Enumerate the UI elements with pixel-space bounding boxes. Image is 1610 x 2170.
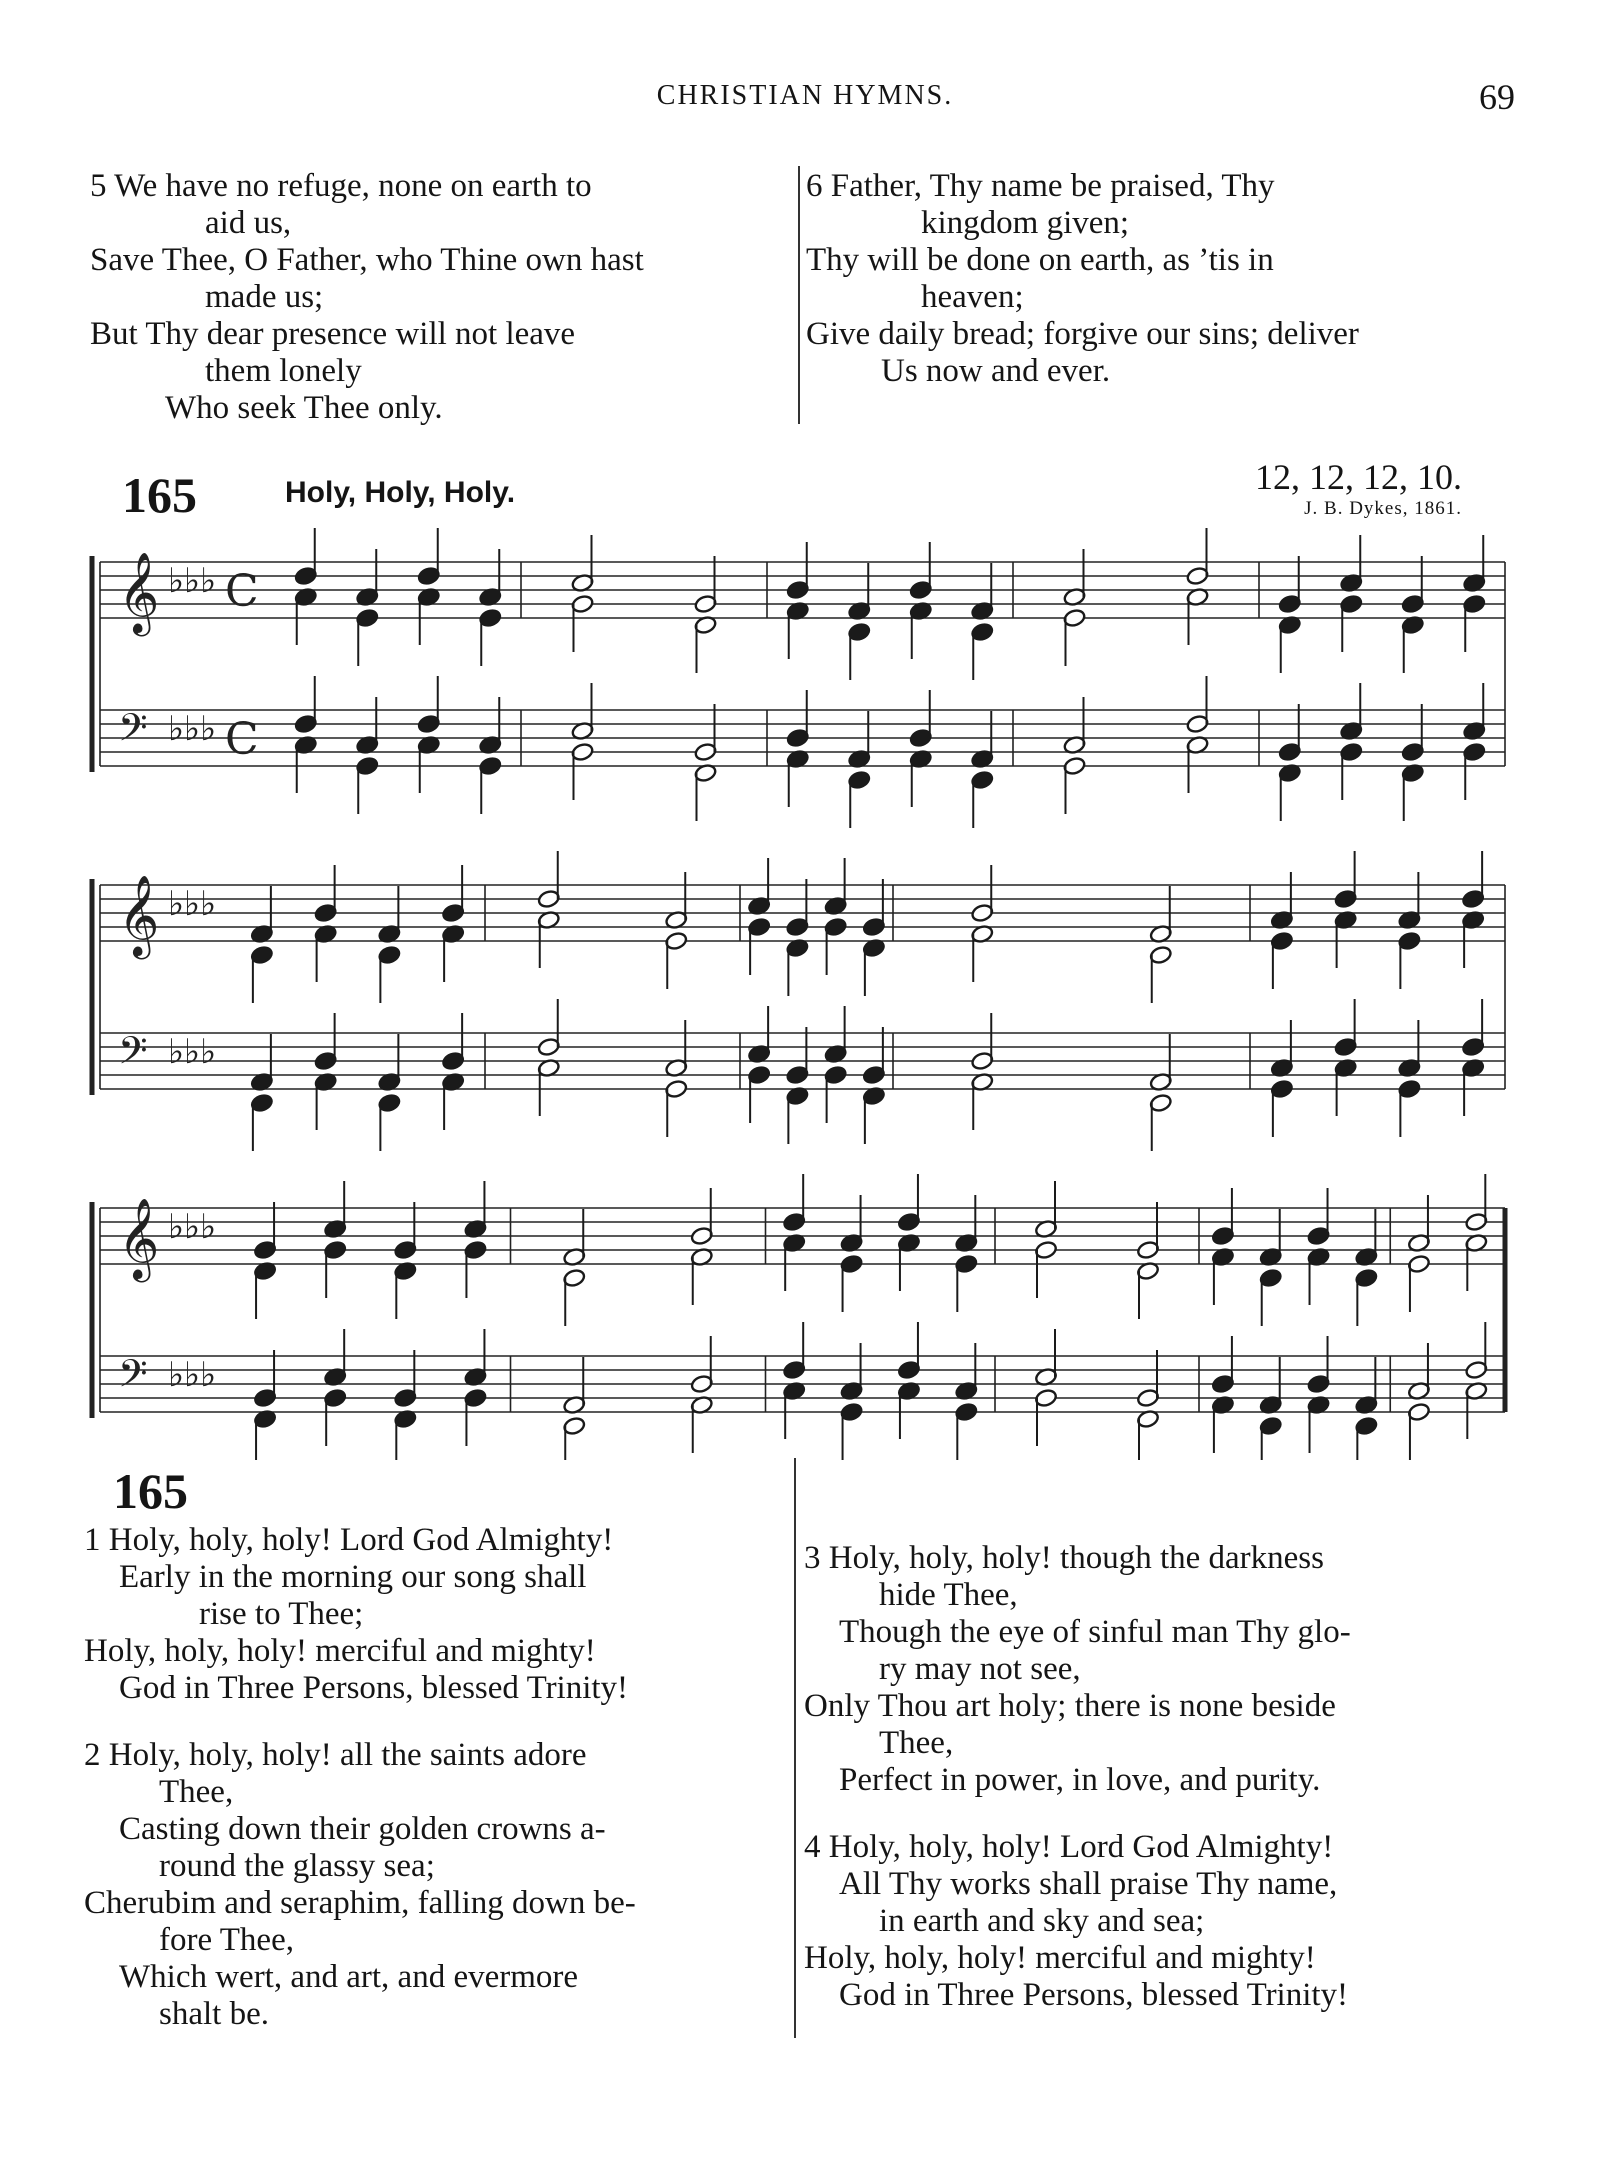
key-signature-icon: ♭♭♭ bbox=[168, 1207, 217, 1247]
bass-clef-icon: 𝄢 bbox=[118, 1028, 148, 1082]
verse-line: 5 We have no refuge, none on earth to bbox=[90, 168, 592, 204]
hymn-text-number: 165 bbox=[113, 1463, 188, 1519]
verse-line: hide Thee, bbox=[879, 1577, 1018, 1613]
page-number: 69 bbox=[1479, 77, 1515, 117]
key-signature-icon: ♭♭♭ bbox=[168, 1355, 217, 1395]
key-signature-icon: ♭♭♭ bbox=[168, 561, 217, 601]
verse-line: round the glassy sea; bbox=[159, 1848, 435, 1884]
verse-line: heaven; bbox=[921, 279, 1024, 315]
verse-line: in earth and sky and sea; bbox=[879, 1903, 1205, 1939]
time-signature-icon: C bbox=[225, 714, 259, 765]
column-divider bbox=[794, 1458, 796, 2038]
verse-line: 6 Father, Thy name be praised, Thy bbox=[806, 168, 1275, 204]
treble-clef-icon: 𝄞 bbox=[118, 874, 160, 956]
verse-line: 4 Holy, holy, holy! Lord God Almighty! bbox=[804, 1829, 1334, 1865]
verse-line: Us now and ever. bbox=[881, 353, 1111, 389]
verse-line: rise to Thee; bbox=[199, 1596, 364, 1632]
verse-line: Only Thou art holy; there is none beside bbox=[804, 1688, 1336, 1724]
bass-clef-icon: 𝄢 bbox=[118, 705, 148, 759]
verse-line: Casting down their golden crowns a- bbox=[119, 1811, 606, 1847]
verse-line: Thee, bbox=[159, 1774, 234, 1810]
stanza-gap bbox=[84, 1707, 794, 1737]
verse-line: shalt be. bbox=[159, 1996, 269, 2032]
verse-line: kingdom given; bbox=[921, 205, 1130, 241]
treble-clef-icon: 𝄞 bbox=[118, 1197, 160, 1279]
hymn-stanzas-3-4 bbox=[804, 1540, 1524, 2014]
verse-line: Thy will be done on earth, as ’tis in bbox=[806, 242, 1274, 278]
verse-line: Thee, bbox=[879, 1725, 954, 1761]
tune-name: Holy, Holy, Holy. bbox=[285, 476, 516, 509]
verse-line: them lonely bbox=[205, 353, 362, 389]
key-signature-icon: ♭♭♭ bbox=[168, 709, 217, 749]
stanza-gap bbox=[804, 1799, 1524, 1829]
verse-line: Save Thee, O Father, who Thine own hast bbox=[90, 242, 644, 278]
verse-line: fore Thee, bbox=[159, 1922, 294, 1958]
running-title: CHRISTIAN HYMNS. bbox=[656, 80, 954, 111]
meter: 12, 12, 12, 10. bbox=[1255, 457, 1462, 497]
time-signature-icon: C bbox=[225, 566, 259, 617]
verse-line: ry may not see, bbox=[879, 1651, 1081, 1687]
composer: J. B. Dykes, 1861. bbox=[1304, 498, 1462, 519]
verse-line: Who seek Thee only. bbox=[165, 390, 443, 426]
verse-line: God in Three Persons, blessed Trinity! bbox=[839, 1977, 1349, 2013]
verse-line: Perfect in power, in love, and purity. bbox=[839, 1762, 1321, 1798]
verse-line: Holy, holy, holy! merciful and mighty! bbox=[804, 1940, 1316, 1976]
verse-line: But Thy dear presence will not leave bbox=[90, 316, 576, 352]
verse-line: Early in the morning our song shall bbox=[119, 1559, 587, 1595]
verse-line: Which wert, and art, and evermore bbox=[119, 1959, 579, 1995]
verse-line: All Thy works shall praise Thy name, bbox=[839, 1866, 1338, 1902]
bass-clef-icon: 𝄢 bbox=[118, 1351, 148, 1405]
verse-line: aid us, bbox=[205, 205, 292, 241]
verse-line: 2 Holy, holy, holy! all the saints adore bbox=[84, 1737, 587, 1773]
verse-line: Cherubim and seraphim, falling down be- bbox=[84, 1885, 636, 1921]
verse-line: 1 Holy, holy, holy! Lord God Almighty! bbox=[84, 1522, 614, 1558]
hymn-number: 165 bbox=[122, 467, 197, 523]
key-signature-icon: ♭♭♭ bbox=[168, 1032, 217, 1072]
verse-line: Give daily bread; forgive our sins; deliver bbox=[806, 316, 1359, 352]
verse-line: God in Three Persons, blessed Trinity! bbox=[119, 1670, 629, 1706]
verse-line: Holy, holy, holy! merciful and mighty! bbox=[84, 1633, 596, 1669]
treble-clef-icon: 𝄞 bbox=[118, 551, 160, 633]
hymn-stanzas-1-2 bbox=[84, 1522, 794, 2033]
verse-line: 3 Holy, holy, holy! though the darkness bbox=[804, 1540, 1324, 1576]
verse-line: made us; bbox=[205, 279, 324, 315]
verse-line: Though the eye of sinful man Thy glo- bbox=[839, 1614, 1351, 1650]
key-signature-icon: ♭♭♭ bbox=[168, 884, 217, 924]
